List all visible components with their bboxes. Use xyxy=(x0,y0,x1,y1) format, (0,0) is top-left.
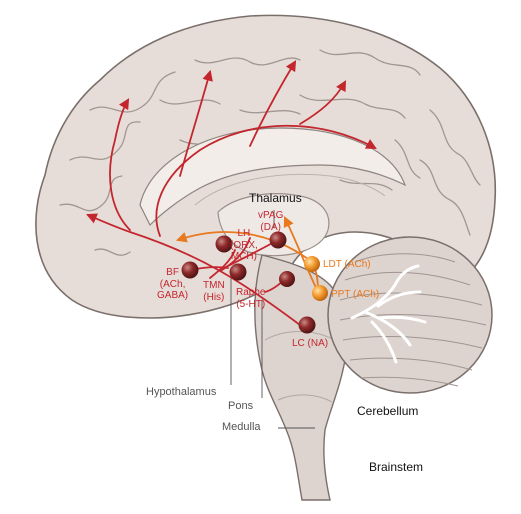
label-thalamus: Thalamus xyxy=(249,191,302,205)
label-ldt: LDT (ACh) xyxy=(323,259,371,270)
nucleus-ppt xyxy=(312,285,328,301)
nucleus-tmn xyxy=(230,264,247,281)
label-ppt: PPT (ACh) xyxy=(331,289,380,300)
label-vpag: vPAG (DA) xyxy=(258,210,284,233)
label-raphe: Raphe (5-HT) xyxy=(236,287,266,310)
label-tmn: TMN (His) xyxy=(203,280,225,303)
label-lh: LH (ORX, MCH) xyxy=(230,228,258,262)
nucleus-ldt xyxy=(304,256,320,272)
label-cerebellum: Cerebellum xyxy=(357,404,419,418)
label-lc: LC (NA) xyxy=(292,338,329,349)
nucleus-vpag xyxy=(270,232,287,249)
label-brainstem: Brainstem xyxy=(369,460,424,474)
label-bf: BF (ACh, GABA) xyxy=(157,267,189,301)
label-medulla: Medulla xyxy=(222,421,261,433)
nucleus-lc xyxy=(299,317,316,334)
label-hypothalamus: Hypothalamus xyxy=(146,386,217,398)
nucleus-raphe xyxy=(279,271,295,287)
label-pons: Pons xyxy=(228,400,254,412)
